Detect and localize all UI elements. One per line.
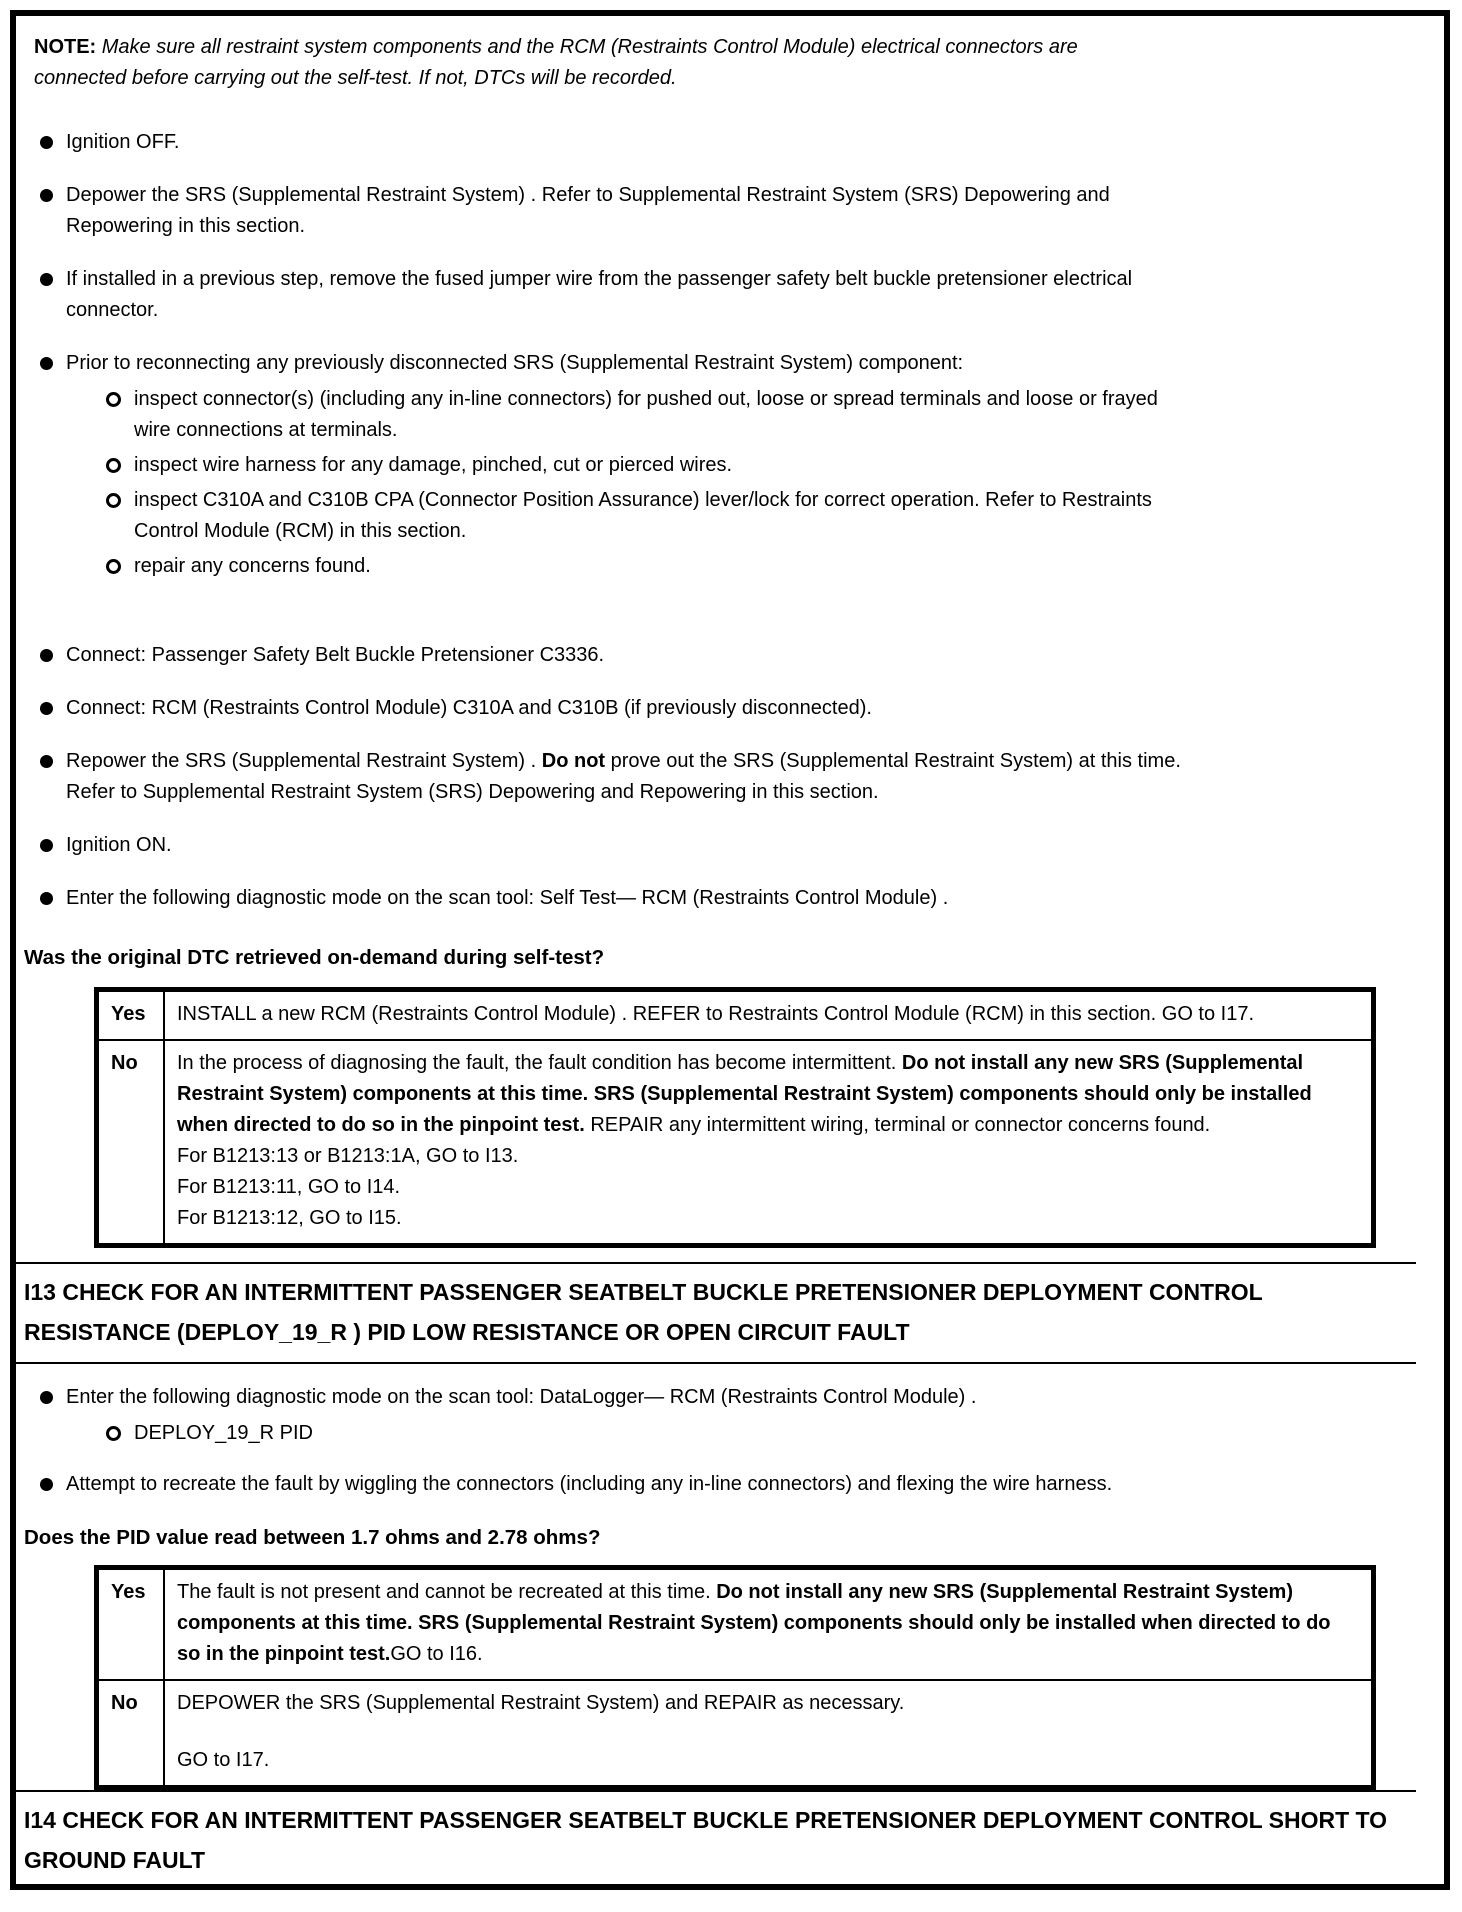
- step-text-bold: Do not: [541, 750, 606, 772]
- step-text: If installed in a previous step, remove the fused jumper wire from the passenger safety belt buckle pretensioner electrical connector.: [66, 268, 1133, 321]
- i13-step-list: [22, 1382, 1424, 1500]
- bullet-icon: [40, 136, 53, 149]
- list-item: [40, 264, 1191, 326]
- step-text: Attempt to recreate the fault by wiggling the connectors (including any in-line connectors) and flexing the wire harness.: [66, 1473, 1113, 1495]
- sub-bullet-icon: [106, 392, 121, 407]
- list-item: [40, 1382, 1191, 1449]
- substep-text: repair any concerns found.: [134, 555, 371, 577]
- sub-bullet-icon: [106, 559, 121, 574]
- action-text: DEPOWER the SRS (Supplemental Restraint System) and REPAIR as necessary.: [177, 1692, 905, 1714]
- step-text: Ignition ON.: [66, 834, 172, 856]
- list-item: [40, 1469, 1191, 1500]
- action-text-part: In the process of diagnosing the fault, the fault condition has become intermittent.: [177, 1052, 902, 1074]
- action-text: [177, 1048, 1359, 1141]
- intro-section: [16, 16, 1444, 1248]
- intro-step-list: [22, 127, 1424, 914]
- action-text: GO to I17.: [177, 1749, 270, 1771]
- substep-text: inspect wire harness for any damage, pinched, cut or pierced wires.: [134, 454, 733, 476]
- yes-label-cell: Yes: [97, 1568, 165, 1681]
- dtc-branch-line: For B1213:11, GO to I14.: [177, 1176, 401, 1198]
- bullet-icon: [40, 702, 53, 715]
- action-text: INSTALL a new RCM (Restraints Control Module) . REFER to Restraints Control Module (RCM) in this section. GO to I17.: [177, 1003, 1255, 1025]
- bullet-icon: [40, 1478, 53, 1491]
- bullet-icon: [40, 357, 53, 370]
- bullet-icon: [40, 649, 53, 662]
- list-item: [40, 746, 1191, 808]
- inspection-sublist: [66, 384, 1191, 582]
- note-paragraph: [34, 32, 1134, 94]
- section-heading-i13: I13 CHECK FOR AN INTERMITTENT PASSENGER SEATBELT BUCKLE PRETENSIONER DEPLOYMENT CONTROL RESISTANCE (DEPLOY_19_R ) PID LOW RESISTANCE OR OPEN CIRCUIT FAULT: [16, 1262, 1416, 1364]
- action-text-part: The fault is not present and cannot be recreated at this time.: [177, 1581, 717, 1603]
- step-text: Prior to reconnecting any previously disconnected SRS (Supplemental Restraint System) component:: [66, 352, 964, 374]
- bullet-icon: [40, 892, 53, 905]
- action-text-part: REPAIR any intermittent wiring, terminal or connector concerns found.: [584, 1114, 1211, 1136]
- list-item: [40, 883, 1191, 914]
- no-action-cell: [164, 1040, 1374, 1246]
- no-action-cell: [164, 1680, 1374, 1788]
- bullet-icon: [40, 1391, 53, 1404]
- sub-list-item: [106, 551, 1191, 582]
- decision-question: Was the original DTC retrieved on-demand during self-test?: [24, 946, 605, 969]
- list-item: [40, 640, 1191, 671]
- sub-list-item: [106, 485, 1191, 547]
- step-text: Depower the SRS (Supplemental Restraint System) . Refer to Supplemental Restraint System (SRS) Depowering and Repowering in this section.: [66, 184, 1110, 237]
- sub-bullet-icon: [106, 458, 121, 473]
- note-label: NOTE:: [34, 36, 97, 58]
- table-row-no: [97, 1680, 1374, 1788]
- pid-sublist: [66, 1418, 1191, 1449]
- sub-bullet-icon: [106, 493, 121, 508]
- action-text-bold: Do not install any new SRS (Supplemental Restraint System) components at this time. SRS (Supplemental Restraint System) components should only be installed when directed to do so in the pinpoint test.: [177, 1052, 1312, 1136]
- i13-section: [16, 1364, 1444, 1790]
- step-text: Repower the SRS (Supplemental Restraint System) .: [66, 750, 542, 772]
- list-item: [40, 348, 1191, 582]
- sub-bullet-icon: [106, 1426, 121, 1441]
- step-text: Ignition OFF.: [66, 131, 180, 153]
- sub-list-item: [106, 450, 1191, 481]
- step-text: Enter the following diagnostic mode on the scan tool: DataLogger— RCM (Restraints Control Module) .: [66, 1386, 977, 1408]
- dtc-branch-line: For B1213:13 or B1213:1A, GO to I13.: [177, 1145, 519, 1167]
- note-text: Make sure all restraint system components and the RCM (Restraints Control Module) electrical connectors are connected before carrying out the self-test. If not, DTCs will be recorded.: [34, 36, 1078, 89]
- table-row-yes: [97, 990, 1374, 1041]
- step-text: Enter the following diagnostic mode on the scan tool: Self Test— RCM (Restraints Control Module) .: [66, 887, 949, 909]
- document-page: [10, 10, 1450, 1890]
- decision-question: Does the PID value read between 1.7 ohms and 2.78 ohms?: [24, 1526, 601, 1549]
- step-text: Connect: Passenger Safety Belt Buckle Pretensioner C3336.: [66, 644, 605, 666]
- sub-list-item: [106, 1418, 1191, 1449]
- bullet-icon: [40, 755, 53, 768]
- table-row-no: [97, 1040, 1374, 1246]
- section-heading-i14: I14 CHECK FOR AN INTERMITTENT PASSENGER SEATBELT BUCKLE PRETENSIONER DEPLOYMENT CONTROL SHORT TO GROUND FAULT: [16, 1790, 1416, 1898]
- action-text-part: GO to I16.: [390, 1643, 483, 1665]
- yes-label-cell: Yes: [97, 990, 165, 1041]
- no-label-cell: No: [97, 1680, 165, 1788]
- yes-no-table: [94, 1565, 1376, 1790]
- bullet-icon: [40, 273, 53, 286]
- sub-list-item: [106, 384, 1191, 446]
- yes-action-cell: [164, 990, 1374, 1041]
- bullet-icon: [40, 189, 53, 202]
- list-item: [40, 693, 1191, 724]
- bullet-icon: [40, 839, 53, 852]
- list-item: [40, 180, 1191, 242]
- step-text: prove out the SRS (Supplemental Restraint System) at this time. Refer to Supplemental Restraint System (SRS) Depowering and Repowering in this section.: [66, 750, 1181, 803]
- yes-action-cell: [164, 1568, 1374, 1681]
- dtc-branch-line: For B1213:12, GO to I15.: [177, 1207, 402, 1229]
- action-text-bold: Do not install any new SRS (Supplemental Restraint System) components at this time. SRS (Supplemental Restraint System) components should only be installed when directed to do so in the pinpoint test.: [177, 1581, 1331, 1665]
- yes-no-table: [94, 987, 1376, 1248]
- no-label-cell: No: [97, 1040, 165, 1246]
- table-row-yes: [97, 1568, 1374, 1681]
- list-item: [40, 830, 1191, 861]
- substep-text: inspect C310A and C310B CPA (Connector Position Assurance) lever/lock for correct operation. Refer to Restraints Control Module (RCM) in this section.: [134, 489, 1152, 542]
- substep-text: inspect connector(s) (including any in-line connectors) for pushed out, loose or spread terminals and loose or frayed wire connections at terminals.: [134, 388, 1158, 441]
- substep-text: DEPLOY_19_R PID: [134, 1422, 313, 1444]
- step-text: Connect: RCM (Restraints Control Module) C310A and C310B (if previously disconnected).: [66, 697, 872, 719]
- list-item: [40, 127, 1191, 158]
